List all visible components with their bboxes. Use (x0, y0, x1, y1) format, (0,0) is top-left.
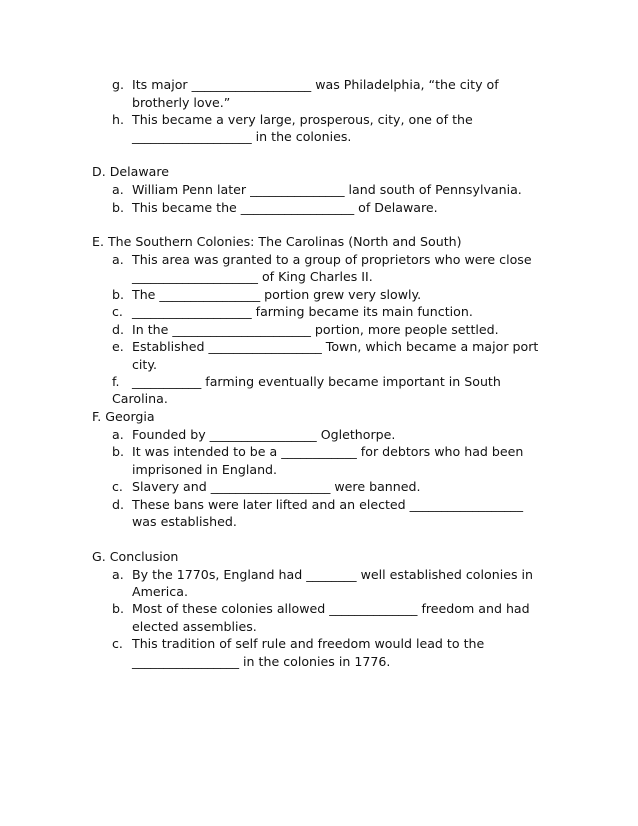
list-item (112, 251, 552, 268)
item-continuation: elected assemblies. (132, 619, 257, 634)
item-label: c. (112, 636, 123, 651)
list-item (112, 303, 552, 320)
list-item (112, 496, 552, 513)
item-text: Most of these colonies allowed ______________ freedom and had (132, 601, 530, 616)
item-continuation: brotherly love.” (132, 95, 231, 110)
section-heading: D. Delaware (92, 164, 170, 179)
item-text: This area was granted to a group of proprietors who were close (132, 252, 532, 267)
item-label: d. (112, 497, 124, 512)
item-continuation: _________________ in the colonies in 1776. (132, 654, 391, 669)
item-label: f. (112, 374, 120, 389)
list-item (112, 181, 552, 198)
item-label: b. (112, 287, 124, 302)
item-continuation: ____________________ of King Charles II. (132, 269, 373, 284)
item-label: d. (112, 322, 124, 337)
list-item (112, 478, 552, 495)
item-label: b. (112, 444, 124, 459)
item-label: h. (112, 112, 124, 127)
list-item (112, 373, 552, 408)
list-item (112, 199, 552, 216)
item-text: This became a very large, prosperous, city, one of the (132, 112, 473, 127)
item-text: ___________ farming eventually became important in South Carolina. (112, 374, 501, 407)
item-text: This became the __________________ of Delaware. (132, 200, 438, 215)
list-item (112, 76, 552, 93)
item-text: Established __________________ Town, which became a major port (132, 339, 539, 354)
item-label: c. (112, 479, 123, 494)
section-heading: E. The Southern Colonies: The Carolinas (North and South) (92, 234, 462, 249)
list-item (112, 111, 552, 128)
item-text: Slavery and ___________________ were banned. (132, 479, 421, 494)
item-text: William Penn later _______________ land south of Pennsylvania. (132, 182, 522, 197)
list-item (112, 600, 552, 617)
item-label: a. (112, 182, 124, 197)
item-continuation: ___________________ in the colonies. (132, 129, 352, 144)
list-item (112, 566, 552, 583)
section-heading: F. Georgia (92, 409, 155, 424)
item-text: In the ______________________ portion, more people settled. (132, 322, 499, 337)
list-item (112, 426, 552, 443)
item-label: b. (112, 200, 124, 215)
item-text: Its major ___________________ was Philadelphia, “the city of (132, 77, 499, 92)
item-continuation: was established. (132, 514, 237, 529)
list-item (112, 443, 552, 460)
item-text: This tradition of self rule and freedom would lead to the (132, 636, 485, 651)
item-continuation: imprisoned in England. (132, 462, 278, 477)
item-text: The ________________ portion grew very slowly. (132, 287, 422, 302)
item-label: e. (112, 339, 124, 354)
list-item (112, 635, 552, 652)
list-item (112, 321, 552, 338)
item-text: These bans were later lifted and an elected __________________ (132, 497, 524, 512)
item-continuation: America. (132, 584, 188, 599)
item-label: c. (112, 304, 123, 319)
item-text: It was intended to be a ____________ for debtors who had been (132, 444, 524, 459)
list-item (112, 338, 552, 355)
item-label: a. (112, 252, 124, 267)
item-label: g. (112, 77, 124, 92)
list-item (112, 286, 552, 303)
section-heading: G. Conclusion (92, 549, 179, 564)
item-label: b. (112, 601, 124, 616)
item-text: Founded by _________________ Oglethorpe. (132, 427, 396, 442)
item-continuation: city. (132, 357, 158, 372)
item-label: a. (112, 427, 124, 442)
item-text: By the 1770s, England had ________ well established colonies in (132, 567, 533, 582)
item-text: ___________________ farming became its main function. (132, 304, 473, 319)
item-label: a. (112, 567, 124, 582)
